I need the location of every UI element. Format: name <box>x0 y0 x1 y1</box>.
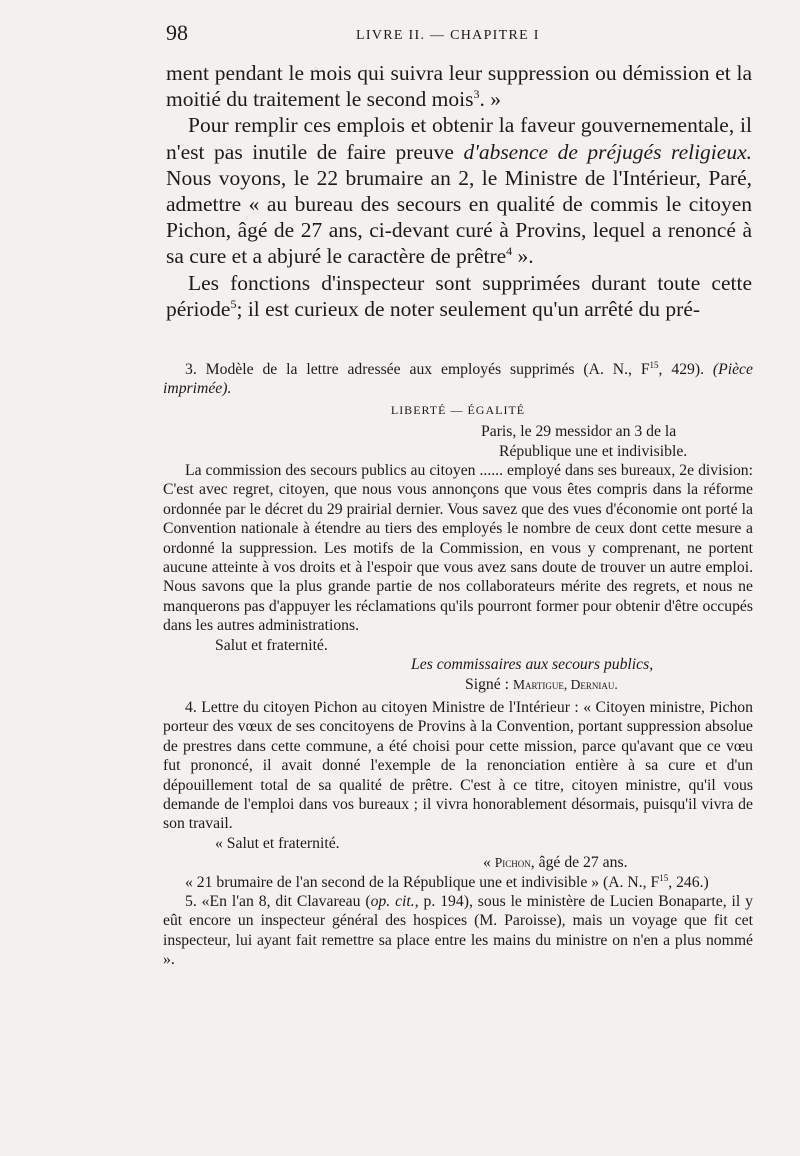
signatory-name: Pichon <box>494 855 531 871</box>
date-line: Paris, le 29 messidor an 3 de la <box>481 423 677 441</box>
footnotes <box>163 360 753 970</box>
emphasis: op. cit. <box>370 892 415 910</box>
paragraph <box>166 270 752 322</box>
signature-title: Les commissaires aux secours publics, <box>411 656 654 674</box>
text-run: Pour remplir ces emplois et obtenir la faveur gouvernementale, il n'est pas inutile de faire preuve <box>166 113 752 164</box>
text-run: ». <box>512 244 534 269</box>
paragraph <box>166 112 752 269</box>
footnote-4-date <box>163 873 753 892</box>
paragraph <box>166 60 752 112</box>
date-line: République une et indivisible. <box>499 442 688 460</box>
footnote-5 <box>163 892 753 970</box>
running-head: LIVRE II. — CHAPITRE I <box>356 28 540 43</box>
superscript: 15 <box>659 872 669 883</box>
footnote-ref: 3 <box>473 87 480 102</box>
closing: Salut et fraternité. <box>215 636 328 654</box>
page-number: 98 <box>166 20 188 45</box>
footnote-4: 4. Lettre du citoyen Pichon au citoyen Ministre de l'Intérieur : « Citoyen ministre, Pichon porteur des vœux de ses concitoyens de Provins à la Convention, portant suppression absolue de prestres dans cette commune, a été choisi pour cette mission, parce qu'avant que ce vœu fut prononcé, il avait donné l'exemple de la renonciation entière à sa cure et d'un dépouillement total de sa qualité de prêtre. C'est à ce titre, citoyen ministre, qu'il vous demande de l'emploi dans vos bureaux ; il vivra honorablement désormais, puisqu'il vivra de son travail. <box>163 698 753 833</box>
text-run: , p. 194), sous le ministère de Lucien Bonaparte, il y eût encore un inspecteur général des hospices (M. Paroisse), mais un voyage que fit cet inspecteur, lui ayant fait remettre sa place entre les mains du ministre on n'en a plus nommé ». <box>163 892 753 969</box>
text-run: ; il est curieux de noter seulement qu'un arrêté du pré- <box>236 296 701 321</box>
text-run: , 429). <box>658 361 713 378</box>
text-run: . » <box>479 87 501 112</box>
motto: LIBERTÉ — ÉGALITÉ <box>390 402 526 417</box>
text-run: « 21 brumaire de l'an second de la République une et indivisible » (A. N., F <box>185 873 660 891</box>
footnote-ref: 5 <box>230 296 237 311</box>
emphasis: (Pièce imprimée). <box>163 361 753 398</box>
signatory-names: Martigue, Derniau. <box>512 676 618 692</box>
footnote-3 <box>163 360 753 399</box>
text-run: , 246.) <box>668 873 709 891</box>
footnote-ref: 4 <box>506 244 513 259</box>
signature <box>465 675 753 694</box>
letter-text: La commission des secours publics au citoyen ...... employé dans ses bureaux, 2e division: C'est avec regret, citoyen, que nous vous annonçons que vous êtes compris dans la réforme ordonnée par le décret du 29 prairial dernier. Vous savez que des vues d'économie ont porté la Convention nationale à étendre au tiers des employés le nombre de ceux dont cette mesure a ordonné la suppression. Les motifs de la Commission, en vous y comprenant, ne portent aucune atteinte à vos droits et à l'espoir que vous avez sans doute de trouver un autre emploi. Nous savons que la plus grande partie de nos collaborateurs mérite des regrets, et nous ne manquerons pas d'appuyer les réclamations qu'ils pourront former pour obtenir d'être occupés dans les autres administrations. <box>163 462 753 635</box>
signature <box>483 853 753 872</box>
text-run: 3. Modèle de la lettre adressée aux employés supprimés (A. N., F <box>185 361 650 378</box>
page-header <box>166 18 754 54</box>
text-run: Signé : <box>465 675 513 693</box>
superscript: 15 <box>649 360 659 370</box>
emphasis: d'absence de préjugés religieux. <box>463 139 752 164</box>
text-run: « <box>483 854 495 872</box>
text-run: 5. «En l'an 8, dit Clavareau ( <box>185 892 371 910</box>
text-run: ment pendant le mois qui suivra leur suppression ou démission et la moitié du traitement le second mois <box>166 61 752 112</box>
main-text <box>166 60 752 322</box>
closing: « Salut et fraternité. <box>215 834 340 852</box>
text-run: Nous voyons, le 22 brumaire an 2, le Ministre de l'Intérieur, Paré, admettre « au bureau des secours en qualité de commis le citoyen Pichon, âgé de 27 ans, ci-devant curé à Provins, lequel a renoncé à sa cure et a abjuré le caractère de prêtre <box>166 165 752 269</box>
text-run: Les fonctions d'inspecteur sont supprimées durant toute cette période <box>166 270 752 321</box>
text-run: , âgé de 27 ans. <box>530 854 628 872</box>
